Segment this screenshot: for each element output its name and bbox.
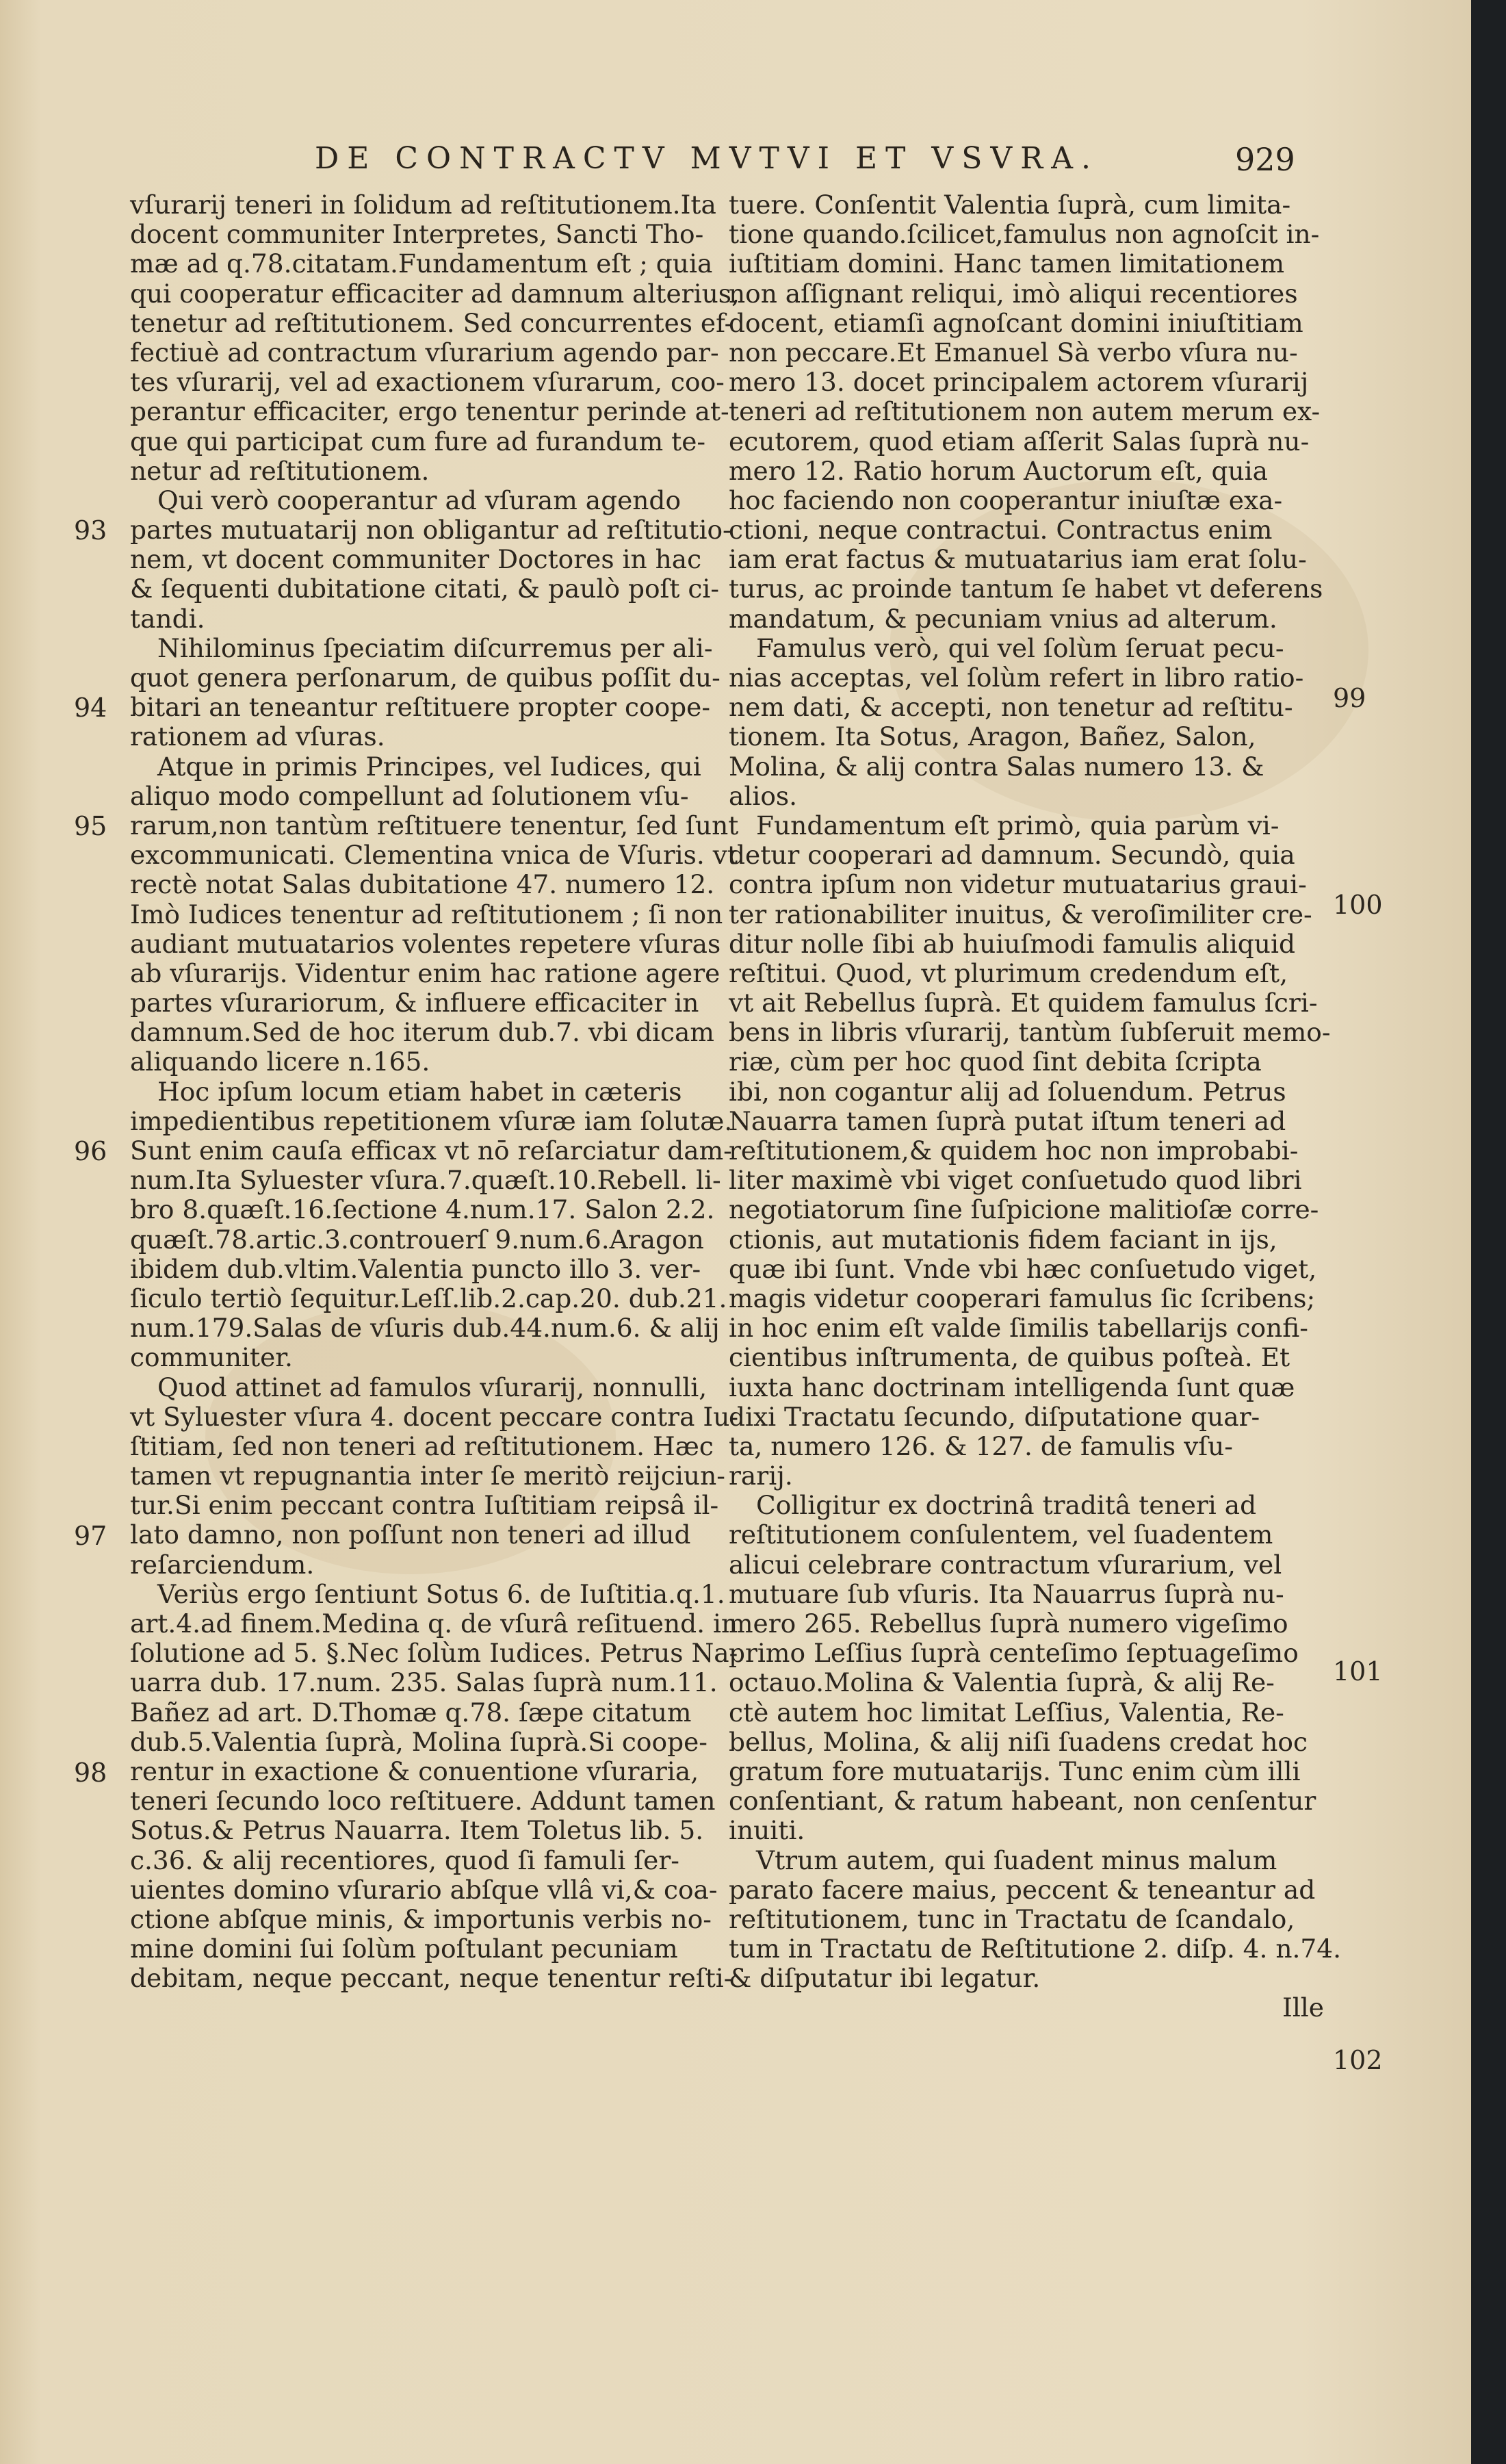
text-line: tione quando.ſcilicet,famulus non agnoſcit in- (729, 219, 1320, 250)
text-line: tamen vt repugnantia inter ſe meritò reijciun- (130, 1461, 725, 1491)
text-line: docent, etiamſi agnoſcant domini iniuſtitiam (729, 307, 1303, 338)
text-line: hoc faciendo non cooperantur iniuſtæ exa- (729, 485, 1283, 515)
text-line: c.36. & alij recentiores, quod ſi famuli ſer- (130, 1845, 679, 1875)
margin-number: 102 (1333, 2045, 1383, 2075)
text-line: inuiti. (729, 1815, 805, 1846)
margin-number: 95 (74, 811, 107, 841)
text-line: reſtitutionem conſulentem, vel ſuadentem (729, 1519, 1273, 1550)
text-line: & diſputatur ibi legatur. (729, 1963, 1041, 1994)
text-line: rectè notat Salas dubitatione 47. numero 12. (130, 869, 715, 900)
text-line: nem dati, & accepti, non tenetur ad reſtitu- (729, 692, 1293, 723)
text-line: reſtitutionem,& quidem hoc non improbabi- (729, 1135, 1299, 1166)
text-line: tionem. Ita Sotus, Aragon, Bañez, Salon, (729, 721, 1256, 752)
text-line: dixi Tractatu ſecundo, diſputatione quar- (729, 1401, 1260, 1432)
left-column (130, 190, 740, 1994)
text-line: conſentiant, & ratum habeant, non cenſentur (729, 1786, 1316, 1817)
text-line: ctioni, neque contractui. Contractus enim (729, 515, 1273, 546)
text-line: Veriùs ergo ſentiunt Sotus 6. de Iuſtitia.q.1. (157, 1578, 725, 1609)
text-line: uarra dub. 17.num. 235. Salas ſuprà num.11. (130, 1667, 718, 1698)
right-column (729, 190, 1342, 2023)
page-number: 929 (1235, 141, 1295, 178)
text-line: Vtrum autem, qui ſuadent minus malum (756, 1845, 1277, 1875)
text-line: ecutorem, quod etiam aſſerit Salas ſuprà nu- (729, 426, 1310, 457)
text-line: reſtitui. Quod, vt plurimum credendum eſt, (729, 958, 1288, 988)
text-line: detur cooperari ad damnum. Secundò, quia (729, 840, 1295, 871)
text-line: que qui participat cum fure ad furandum te- (130, 426, 706, 457)
margin-number: 94 (74, 693, 107, 723)
text-line: audiant mutuatarios volentes repetere vſuras (130, 928, 721, 959)
text-line: tes vſurarij, vel ad exactionem vſurarum, coo- (130, 367, 725, 398)
text-line: quæ ibi ſunt. Vnde vbi hæc conſuetudo viget, (729, 1253, 1317, 1284)
text-line: Nauarra tamen ſuprà putat iſtum teneri ad (729, 1105, 1286, 1136)
text-line: ibidem dub.vltim.Valentia puncto illo 3. ver- (130, 1253, 701, 1284)
text-line: qui cooperatur efficaciter ad damnum alterius, (130, 278, 740, 309)
text-line: liter maximè vbi viget conſuetudo quod libri (729, 1165, 1302, 1196)
text-line: ta, numero 126. & 127. de famulis vſu- (729, 1430, 1233, 1461)
text-line: mero 12. Ratio horum Auctorum eſt, quia (729, 455, 1268, 486)
text-line: parato facere maius, peccent & teneantur ad (729, 1874, 1316, 1905)
text-line: Colligitur ex doctrinâ traditâ teneri ad (756, 1490, 1257, 1521)
text-line: impedientibus repetitionem vſuræ iam ſolutæ. (130, 1105, 733, 1136)
text-line: rationem ad vſuras. (130, 721, 385, 752)
text-line: alios. (729, 780, 798, 811)
text-line: non peccare.Et Emanuel Sà verbo vſura nu- (729, 337, 1298, 368)
text-line: magis videtur cooperari famulus ſic ſcribens; (729, 1283, 1316, 1313)
text-line: & ſequenti dubitatione citati, & paulò poſt ci- (130, 574, 720, 604)
text-line: iuxta hanc doctrinam intelligenda ſunt quæ (729, 1372, 1295, 1402)
text-line: in hoc enim eſt valde ſimilis tabellarijs confi- (729, 1313, 1308, 1344)
text-line: vt Syluester vſura 4. docent peccare contra Iu- (130, 1401, 739, 1432)
text-line: quæſt.78.artic.3.controuerſ 9.num.6.Aragon (130, 1224, 704, 1255)
text-line: bitari an teneantur reſtituere propter coope- (130, 692, 711, 723)
text-line: mæ ad q.78.citatam.Fundamentum eſt ; quia (130, 248, 713, 279)
text-line: Bañez ad art. D.Thomæ q.78. ſæpe citatum (130, 1697, 692, 1728)
text-line: aliquo modo compellunt ad ſolutionem vſu- (130, 780, 689, 811)
text-line: partes vſurariorum, & influere efficaciter in (130, 988, 699, 1018)
text-line: mutuare ſub vſuris. Ita Nauarrus ſuprà nu- (729, 1578, 1284, 1609)
text-line: Molina, & alij contra Salas numero 13. & (729, 751, 1264, 782)
margin-number: 93 (74, 515, 107, 546)
text-line: negotiatorum ſine ſuſpicione malitioſæ corre- (729, 1194, 1319, 1225)
text-line: aliquando licere n.165. (130, 1047, 430, 1077)
text-line: art.4.ad finem.Medina q. de vſurâ reſituend. in (130, 1608, 738, 1639)
text-line: Sotus.& Petrus Nauarra. Item Toletus lib. 5. (130, 1815, 704, 1846)
text-line: lato damno, non poſſunt non teneri ad illud (130, 1519, 691, 1550)
text-line: iam erat factus & mutuatarius iam erat ſolu- (729, 544, 1307, 575)
text-line: Ille (1282, 1992, 1324, 2023)
text-line: num.Ita Syluester vſura.7.quæſt.10.Rebell. li- (130, 1165, 721, 1196)
text-line: Hoc ipſum locum etiam habet in cæteris (157, 1076, 682, 1107)
text-line: ctionis, aut mutationis fidem faciant in ijs, (729, 1224, 1277, 1255)
text-line: communiter. (130, 1342, 293, 1373)
text-line: ab vſurarijs. Videntur enim hac ratione agere (130, 958, 720, 988)
margin-number: 101 (1333, 1656, 1383, 1686)
text-line: vt ait Rebellus ſuprà. Et quidem famulus ſcri- (729, 988, 1318, 1018)
text-line: debitam, neque peccant, neque tenentur reſti- (130, 1963, 733, 1994)
text-line: reſarciendum. (130, 1549, 315, 1580)
text-line: tuere. Conſentit Valentia ſuprà, cum limita- (729, 190, 1291, 220)
text-line: docent communiter Interpretes, Sancti Tho- (130, 219, 704, 250)
text-line: num.179.Salas de vſuris dub.44.num.6. & alij (130, 1313, 720, 1344)
text-line: mero 13. docet principalem actorem vſurarij (729, 367, 1309, 398)
text-line: reſtitutionem, tunc in Tractatu de ſcandalo, (729, 1903, 1295, 1934)
text-line: rarum,non tantùm reſtituere tenentur, ſed ſunt (130, 810, 739, 840)
text-line: ſtitiam, ſed non teneri ad reſtitutionem. Hæc (130, 1430, 714, 1461)
text-line: tur.Si enim peccant contra Iuſtitiam reipsâ il- (130, 1490, 719, 1521)
text-line: ſolutione ad 5. §.Nec ſolùm Iudices. Petrus Na- (130, 1638, 738, 1669)
text-line: Sunt enim cauſa efficax vt nō reſarciatur dam- (130, 1135, 732, 1166)
margin-number: 96 (74, 1136, 107, 1166)
text-line: Fundamentum eſt primò, quia parùm vi- (756, 810, 1280, 840)
running-head: DE CONTRACTV MVTVI ET VSVRA. (315, 141, 1100, 176)
margin-number: 99 (1333, 683, 1366, 713)
text-line: alicui celebrare contractum vſurarium, vel (729, 1549, 1282, 1580)
text-line: vſurarij teneri in ſolidum ad reſtitutionem.Ita (130, 190, 716, 220)
text-line: teneri ad reſtitutionem non autem merum ex- (729, 396, 1321, 427)
text-line: Famulus verò, qui vel ſolùm ſeruat pecu- (756, 632, 1284, 663)
text-line: dub.5.Valentia ſuprà, Molina ſuprà.Si coope- (130, 1726, 707, 1757)
text-line: iuſtitiam domini. Hanc tamen limitationem (729, 248, 1284, 279)
text-line: mero 265. Rebellus ſuprà numero vigeſimo (729, 1608, 1288, 1639)
text-line: tenetur ad reſtitutionem. Sed concurrentes ef- (130, 307, 733, 338)
text-line: netur ad reſtitutionem. (130, 455, 430, 486)
text-line: Imò Iudices tenentur ad reſtitutionem ; ſi non (130, 899, 723, 929)
text-line: ter rationabiliter inuitus, & veroſimiliter cre- (729, 899, 1312, 929)
text-line: bellus, Molina, & alij niſi ſuadens credat hoc (729, 1726, 1308, 1757)
margin-number: 97 (74, 1521, 107, 1551)
text-line: rarij. (729, 1461, 793, 1491)
margin-number: 98 (74, 1758, 107, 1788)
text-line: tandi. (130, 603, 205, 634)
text-line: nias acceptas, vel ſolùm refert in libro ratio- (729, 663, 1304, 693)
text-line: cientibus inſtrumenta, de quibus poſteà. Et (729, 1342, 1290, 1373)
text-line: bro 8.quæſt.16.ſectione 4.num.17. Salon 2.2. (130, 1194, 715, 1225)
text-line: contra ipſum non videtur mutuatarius graui- (729, 869, 1307, 900)
text-line: primo Leſſius ſuprà centeſimo ſeptuageſimo (729, 1638, 1299, 1669)
text-line: non aſſignant reliqui, imò aliqui recentiores (729, 278, 1298, 309)
text-line: tum in Tractatu de Reſtitutione 2. diſp. 4. n.74. (729, 1934, 1342, 1964)
text-line: nem, vt docent communiter Doctores in hac (130, 544, 702, 575)
text-line: bens in libris vſurarij, tantùm ſubſeruit memo- (729, 1017, 1331, 1048)
text-line: rentur in exactione & conuentione vſuraria, (130, 1756, 699, 1786)
text-line: riæ, cùm per hoc quod ſint debita ſcripta (729, 1047, 1262, 1077)
text-line: Quod attinet ad famulos vſurarij, nonnulli, (157, 1372, 707, 1402)
text-line: Atque in primis Principes, vel Iudices, qui (157, 751, 701, 782)
text-line: Nihilominus ſpeciatim diſcurremus per ali- (157, 632, 713, 663)
text-line: turus, ac proinde tantum ſe habet vt deferens (729, 574, 1323, 604)
text-line: octauo.Molina & Valentia ſuprà, & alij Re- (729, 1667, 1275, 1698)
text-line: uientes domino vſurario abſque vllâ vi,& coa- (130, 1874, 718, 1905)
text-line: ibi, non cogantur alij ad ſoluendum. Petrus (729, 1076, 1286, 1107)
text-line: partes mutuatarij non obligantur ad reſtitutio- (130, 515, 731, 546)
margin-number: 100 (1333, 890, 1383, 920)
text-line: damnum.Sed de hoc iterum dub.7. vbi dicam (130, 1017, 714, 1048)
text-line: teneri ſecundo loco reſtituere. Addunt tamen (130, 1786, 716, 1817)
text-line: ctè autem hoc limitat Leſſius, Valentia, Re- (729, 1697, 1284, 1728)
text-line: fectiuè ad contractum vſurarium agendo par- (130, 337, 719, 368)
text-line: ſiculo tertiò ſequitur.Leſſ.lib.2.cap.20. dub.21. (130, 1283, 727, 1313)
text-line: quot genera perſonarum, de quibus poſſit du- (130, 663, 720, 693)
text-line: gratum fore mutuatarijs. Tunc enim cùm illi (729, 1756, 1301, 1786)
text-line: Qui verò cooperantur ad vſuram agendo (157, 485, 681, 515)
text-line: mine domini ſui ſolùm poſtulant pecuniam (130, 1934, 678, 1964)
text-line: perantur efficaciter, ergo tenentur perinde at- (130, 396, 729, 427)
text-line: mandatum, & pecuniam vnius ad alterum. (729, 603, 1277, 634)
text-line: ditur nolle ſibi ab huiuſmodi famulis aliquid (729, 928, 1295, 959)
text-line: excommunicati. Clementina vnica de Vſuris. vt (130, 840, 738, 871)
text-line: ctione abſque minis, & importunis verbis no- (130, 1903, 712, 1934)
